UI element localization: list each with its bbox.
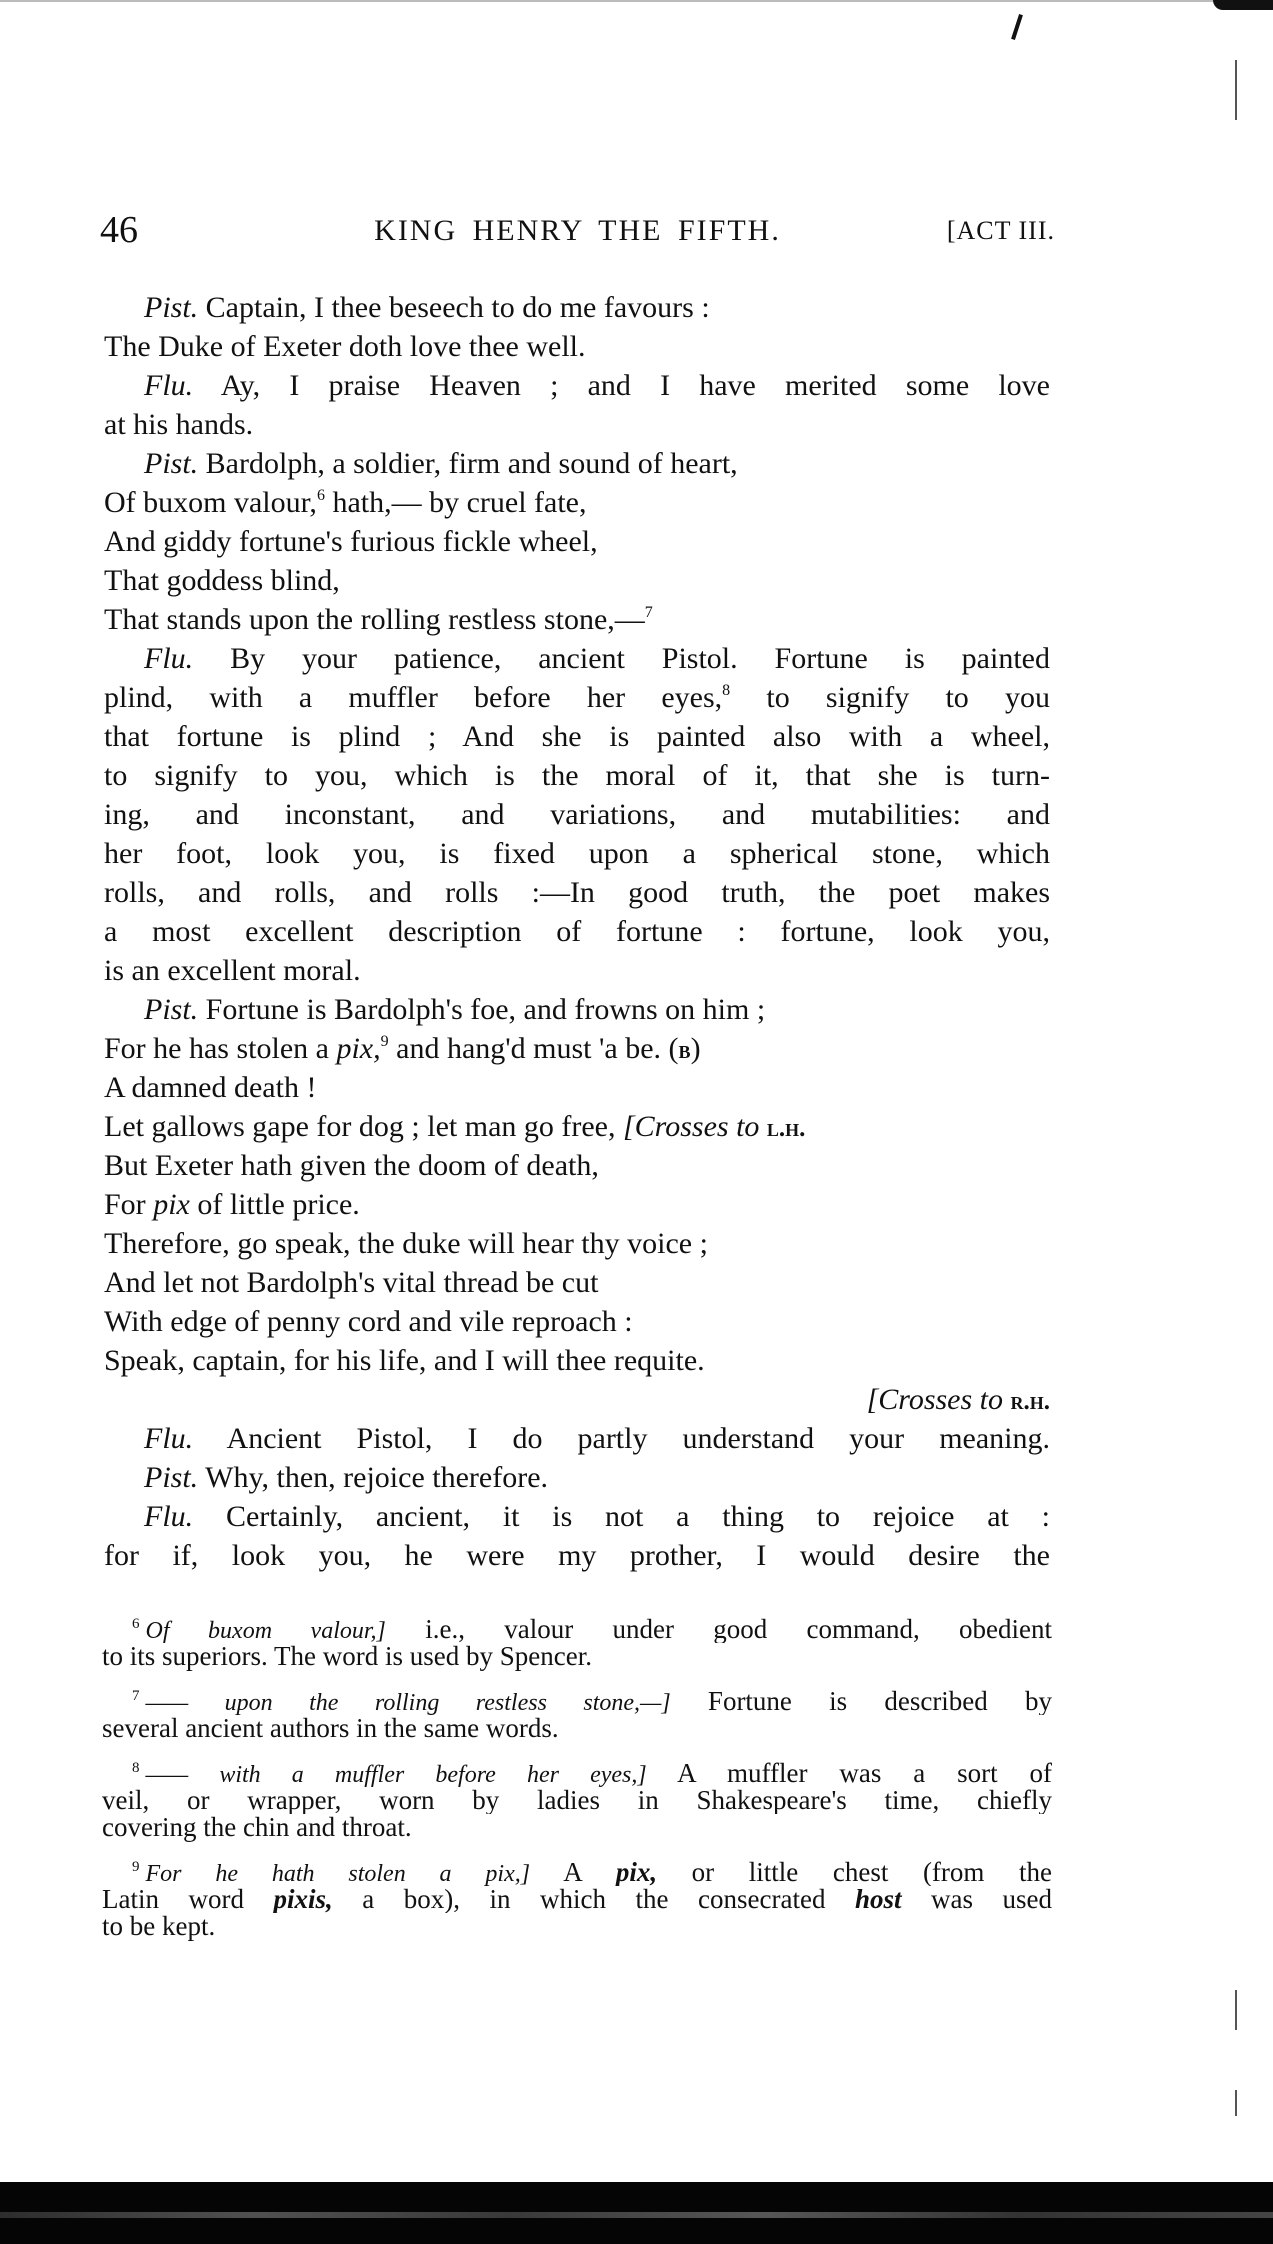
line-text: her foot, look you, is fixed upon a spherical stone, which bbox=[104, 837, 1050, 870]
footnote-number: 9 bbox=[132, 1859, 140, 1875]
line-text: Speak, captain, for his life, and I will thee requite. bbox=[104, 1344, 705, 1377]
footnote-citation: Of buxom valour,] bbox=[145, 1618, 386, 1643]
footnote-citation: —— with a muffler before her eyes,] bbox=[145, 1762, 647, 1787]
footnote-italic: host bbox=[854, 1886, 902, 1913]
scan-bottom-band-streak bbox=[0, 2212, 1273, 2218]
text-line bbox=[104, 1263, 1050, 1302]
footnote-line: covering the chin and throat. bbox=[102, 1812, 412, 1842]
speaker-name: Pist. bbox=[144, 447, 199, 480]
text-line bbox=[104, 327, 1050, 366]
footnote-citation: For he hath stolen a pix,] bbox=[145, 1861, 531, 1886]
line-text: hath,— by cruel fate, bbox=[324, 486, 587, 519]
line-text: Of buxom valour, bbox=[104, 486, 317, 519]
line-text: Ancient Pistol, I do partly understand your meaning. bbox=[193, 1422, 1050, 1455]
text-line bbox=[104, 1341, 1050, 1380]
line-text: And giddy fortune's furious fickle wheel, bbox=[104, 525, 598, 558]
text-line bbox=[104, 1068, 1050, 1107]
text-line bbox=[104, 795, 1050, 834]
footnote-line bbox=[102, 1760, 1052, 1787]
text-line bbox=[104, 639, 1050, 678]
text-line bbox=[104, 912, 1050, 951]
scan-ink-mark bbox=[1011, 14, 1023, 40]
italic-word: pix bbox=[153, 1188, 190, 1221]
speaker-name: Pist. bbox=[144, 1461, 199, 1494]
stage-direction: [Crosses to bbox=[866, 1383, 1011, 1416]
line-text: Ay, I praise Heaven ; and I have merited some love bbox=[193, 369, 1050, 402]
text-line bbox=[104, 1380, 1050, 1419]
line-text: By your patience, ancient Pistol. Fortune is painted bbox=[193, 642, 1050, 675]
footnote-text: A muffler was a sort of bbox=[677, 1760, 1052, 1787]
line-text: Certainly, ancient, it is not a thing to rejoice at : bbox=[193, 1500, 1050, 1533]
line-text: But Exeter hath given the doom of death, bbox=[104, 1149, 599, 1182]
text-line bbox=[104, 522, 1050, 561]
speaker-name: Flu. bbox=[144, 1500, 194, 1533]
footnote bbox=[102, 1688, 1052, 1742]
footnote-ref: 7 bbox=[644, 604, 653, 621]
text-line bbox=[104, 1224, 1050, 1263]
line-text: Therefore, go speak, the duke will hear thy voice ; bbox=[104, 1227, 708, 1260]
footnote-line bbox=[102, 1859, 1052, 1886]
text-line bbox=[104, 873, 1050, 912]
text-line bbox=[104, 1497, 1050, 1536]
line-text: ing, and inconstant, and variations, and mutabilities: and bbox=[104, 798, 1050, 831]
footnote-text: A bbox=[530, 1859, 616, 1886]
text-line bbox=[104, 600, 1050, 639]
running-header bbox=[100, 208, 1055, 258]
scan-edge-mark bbox=[1235, 1990, 1237, 2030]
footnote bbox=[102, 1616, 1052, 1670]
footnote-line: to be kept. bbox=[102, 1911, 216, 1941]
line-text: The Duke of Exeter doth love thee well. bbox=[104, 330, 586, 363]
line-text: That goddess blind, bbox=[104, 564, 340, 597]
stage-direction-abbrev: r.h. bbox=[1010, 1388, 1050, 1415]
line-text: that fortune is plind ; And she is painted also with a wheel, bbox=[104, 720, 1050, 753]
text-line bbox=[104, 444, 1050, 483]
footnote-line bbox=[102, 1886, 1052, 1913]
line-text: to signify to you bbox=[730, 681, 1050, 714]
line-text: Fortune is Bardolph's foe, and frowns on him ; bbox=[198, 993, 766, 1026]
stage-direction-abbrev: l.h. bbox=[766, 1115, 806, 1142]
scan-edge-mark bbox=[1235, 2090, 1237, 2116]
footnote-line: to its superiors. The word is used by Spencer. bbox=[102, 1641, 592, 1671]
scan-edge-mark bbox=[1235, 60, 1237, 120]
line-text: With edge of penny cord and vile reproach : bbox=[104, 1305, 633, 1338]
stage-direction-abbrev: b bbox=[678, 1037, 691, 1064]
line-text: to signify to you, which is the moral of it, that she is turn- bbox=[104, 759, 1050, 792]
text-line bbox=[104, 1458, 1050, 1497]
footnote-citation: —— upon the rolling restless stone,—] bbox=[145, 1690, 671, 1715]
footnote-italic: pixis, bbox=[273, 1886, 333, 1913]
text-line bbox=[104, 990, 1050, 1029]
text-line bbox=[104, 678, 1050, 717]
footnote-text: i.e., valour under good command, obedient bbox=[425, 1616, 1052, 1643]
footnote-line: several ancient authors in the same words. bbox=[102, 1713, 559, 1743]
footnote-line: veil, or wrapper, worn by ladies in Shakespeare's time, chiefly bbox=[102, 1787, 1052, 1814]
footnote-text: Latin word bbox=[102, 1886, 274, 1913]
stage-direction: [Crosses to bbox=[623, 1110, 767, 1143]
line-text: For he has stolen a bbox=[104, 1032, 337, 1065]
text-line bbox=[104, 1146, 1050, 1185]
text-line bbox=[104, 1029, 1050, 1068]
play-text bbox=[104, 288, 1050, 1575]
footnote bbox=[102, 1859, 1052, 1940]
speaker-name: Pist. bbox=[144, 993, 199, 1026]
line-text: Why, then, rejoice therefore. bbox=[198, 1461, 549, 1494]
text-line bbox=[104, 483, 1050, 522]
footnote-text: Fortune is described by bbox=[707, 1688, 1052, 1715]
line-text: And let not Bardolph's vital thread be cut bbox=[104, 1266, 599, 1299]
line-text: of little price. bbox=[189, 1188, 360, 1221]
text-line bbox=[104, 288, 1050, 327]
line-text: at his hands. bbox=[104, 408, 254, 441]
line-text: for if, look you, he were my prother, I would desire the bbox=[104, 1539, 1050, 1572]
text-line bbox=[104, 405, 1050, 444]
text-line bbox=[104, 366, 1050, 405]
text-line bbox=[104, 1419, 1050, 1458]
footnote bbox=[102, 1760, 1052, 1841]
text-line bbox=[104, 1107, 1050, 1146]
footnote-number: 6 bbox=[132, 1616, 140, 1632]
line-text: a most excellent description of fortune : fortune, look you, bbox=[104, 915, 1050, 948]
speaker-name: Flu. bbox=[144, 369, 194, 402]
footnote-line bbox=[102, 1688, 1052, 1715]
text-line bbox=[104, 834, 1050, 873]
footnote-ref: 9 bbox=[380, 1033, 389, 1050]
line-text: A damned death ! bbox=[104, 1071, 317, 1104]
line-text: rolls, and rolls, and rolls :—In good truth, the poet makes bbox=[104, 876, 1050, 909]
running-title: KING HENRY THE FIFTH. bbox=[374, 214, 781, 247]
footnote-italic: pix, bbox=[615, 1859, 658, 1886]
footnote-text: was used bbox=[901, 1886, 1052, 1913]
italic-word: pix, bbox=[336, 1032, 381, 1065]
line-text: That stands upon the rolling restless stone,— bbox=[104, 603, 645, 636]
line-text: and hang'd must 'a be. ( bbox=[388, 1032, 679, 1065]
speaker-name: Flu. bbox=[144, 1422, 194, 1455]
act-label: [ACT III. bbox=[946, 216, 1055, 245]
text-line bbox=[104, 717, 1050, 756]
footnote-number: 7 bbox=[132, 1688, 140, 1704]
footnote-number: 8 bbox=[132, 1760, 140, 1776]
page-number: 46 bbox=[100, 209, 138, 251]
footnote-ref: 8 bbox=[722, 682, 731, 699]
footnote-ref: 6 bbox=[316, 487, 325, 504]
line-text: is an excellent moral. bbox=[104, 954, 361, 987]
speaker-name: Pist. bbox=[144, 291, 199, 324]
scan-top-edge bbox=[0, 0, 1273, 2]
text-line bbox=[104, 1302, 1050, 1341]
text-line bbox=[104, 1185, 1050, 1224]
footnotes bbox=[102, 1616, 1052, 1940]
footnote-line bbox=[102, 1616, 1052, 1643]
scan-corner-smudge bbox=[1213, 0, 1273, 10]
line-text: Let gallows gape for dog ; let man go free, bbox=[104, 1110, 623, 1143]
text-line bbox=[104, 561, 1050, 600]
text-line bbox=[104, 1536, 1050, 1575]
speaker-name: Flu. bbox=[144, 642, 194, 675]
footnote-text: a box), in which the consecrated bbox=[332, 1886, 855, 1913]
line-text: plind, with a muffler before her eyes, bbox=[104, 681, 723, 714]
footnote-text: or little chest (from the bbox=[657, 1859, 1052, 1886]
text-line bbox=[104, 951, 1050, 990]
line-text: Captain, I thee beseech to do me favours : bbox=[198, 291, 710, 324]
line-text: ) bbox=[690, 1032, 701, 1065]
text-line bbox=[104, 756, 1050, 795]
line-text: Bardolph, a soldier, firm and sound of heart, bbox=[198, 447, 738, 480]
line-text: For bbox=[104, 1188, 154, 1221]
